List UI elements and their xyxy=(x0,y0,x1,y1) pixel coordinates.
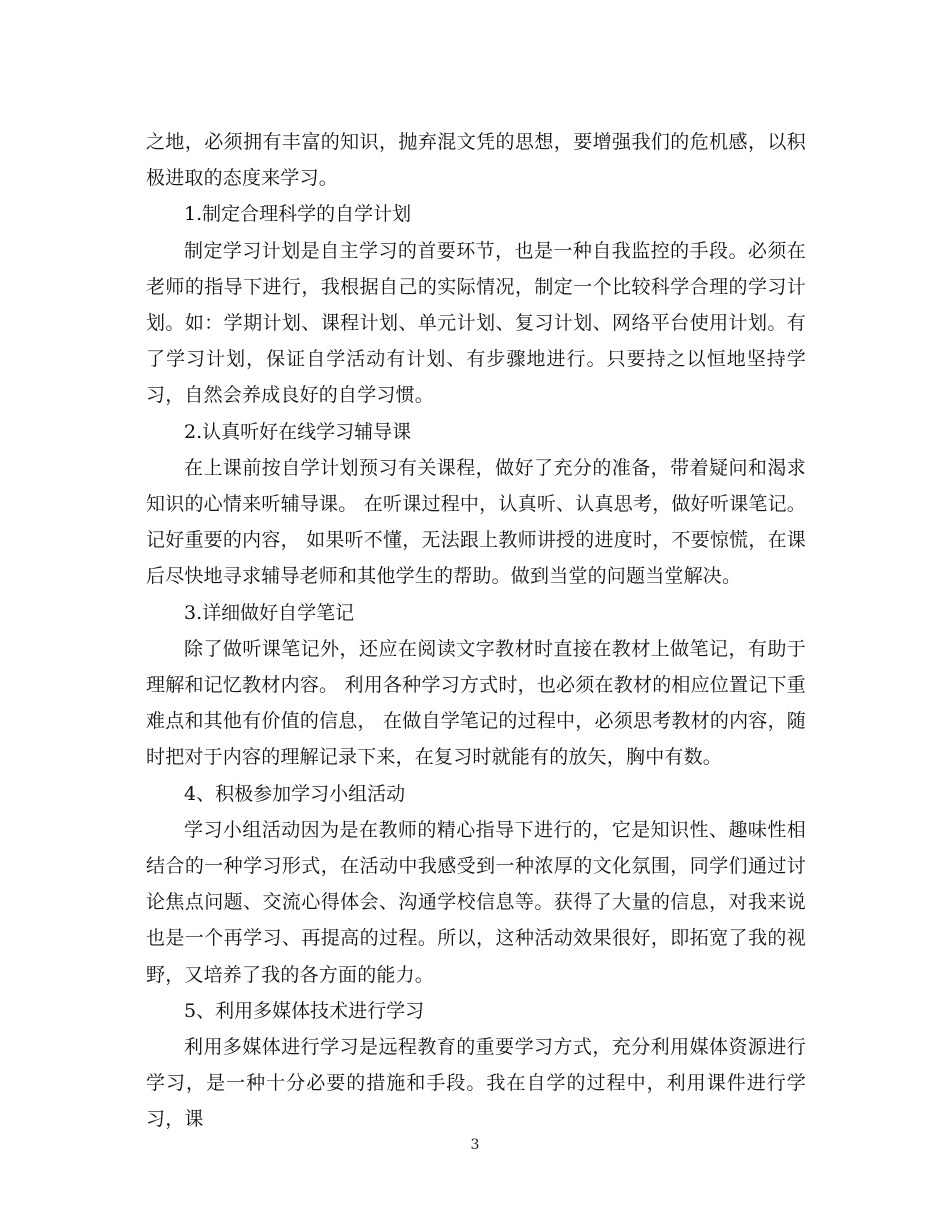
section-heading-5: 5、利用多媒体技术进行学习 xyxy=(184,999,425,1022)
page-number: 3 xyxy=(470,1137,480,1153)
section-heading-1: 1.制定合理科学的自学计划 xyxy=(184,203,412,226)
paragraph-multimedia: 利用多媒体进行学习是远程教育的重要学习方式，充分利用媒体资源进行学习，是一种十分必要的措施和手段。我在自学的过程中，利用课件进行学习，课 xyxy=(146,1036,806,1131)
paragraph-study-plan: 制定学习计划是自主学习的首要环节，也是一种自我监控的手段。必须在老师的指导下进行，我根据自己的实际情况，制定一个比较科学合理的学习计划。如：学期计划、课程计划、单元计划、复习计划、网络平台使用计划。有了学习计划，保证自学活动有计划、有步骤地进行。只要持之以恒地坚持学习，自然会养成良好的自学习惯。 xyxy=(146,239,806,407)
paragraph-continued: 之地，必须拥有丰富的知识，抛弃混文凭的思想，要增强我们的危机感，以积极进取的态度来学习。 xyxy=(146,131,806,190)
section-heading-4: 4、积极参加学习小组活动 xyxy=(184,782,406,805)
paragraph-study-group: 学习小组活动因为是在教师的精心指导下进行的，它是知识性、趣味性相结合的一种学习形式，在活动中我感受到一种浓厚的文化氛围，同学们通过讨论焦点问题、交流心得体会、沟通学校信息等。获得了大量的信息，对我来说也是一个再学习、再提高的过程。所以，这种活动效果很好，即拓宽了我的视野，又培养了我的各方面的能力。 xyxy=(146,818,806,986)
document-body xyxy=(146,124,806,1138)
section-heading-2: 2.认真听好在线学习辅导课 xyxy=(184,420,412,443)
paragraph-study-notes: 除了做听课笔记外，还应在阅读文字教材时直接在教材上做笔记，有助于理解和记忆教材内容。 利用各种学习方式时，也必须在教材的相应位置记下重难点和其他有价值的信息， 在做自学笔记的过程中，必须思考教材的内容，随时把对于内容的理解记录下来，在复习时就能有的放矢，胸中有数。 xyxy=(146,637,806,769)
paragraph-online-class: 在上课前按自学计划预习有关课程，做好了充分的准备，带着疑问和渴求知识的心情来听辅导课。 在听课过程中，认真听、认真思考，做好听课笔记。 记好重要的内容， 如果听不懂，无法跟上教师讲授的进度时，不要惊慌，在课后尽快地寻求辅导老师和其他学生的帮助。做到当堂的问题当堂解决。 xyxy=(146,456,806,588)
section-heading-3: 3.详细做好自学笔记 xyxy=(184,601,355,624)
